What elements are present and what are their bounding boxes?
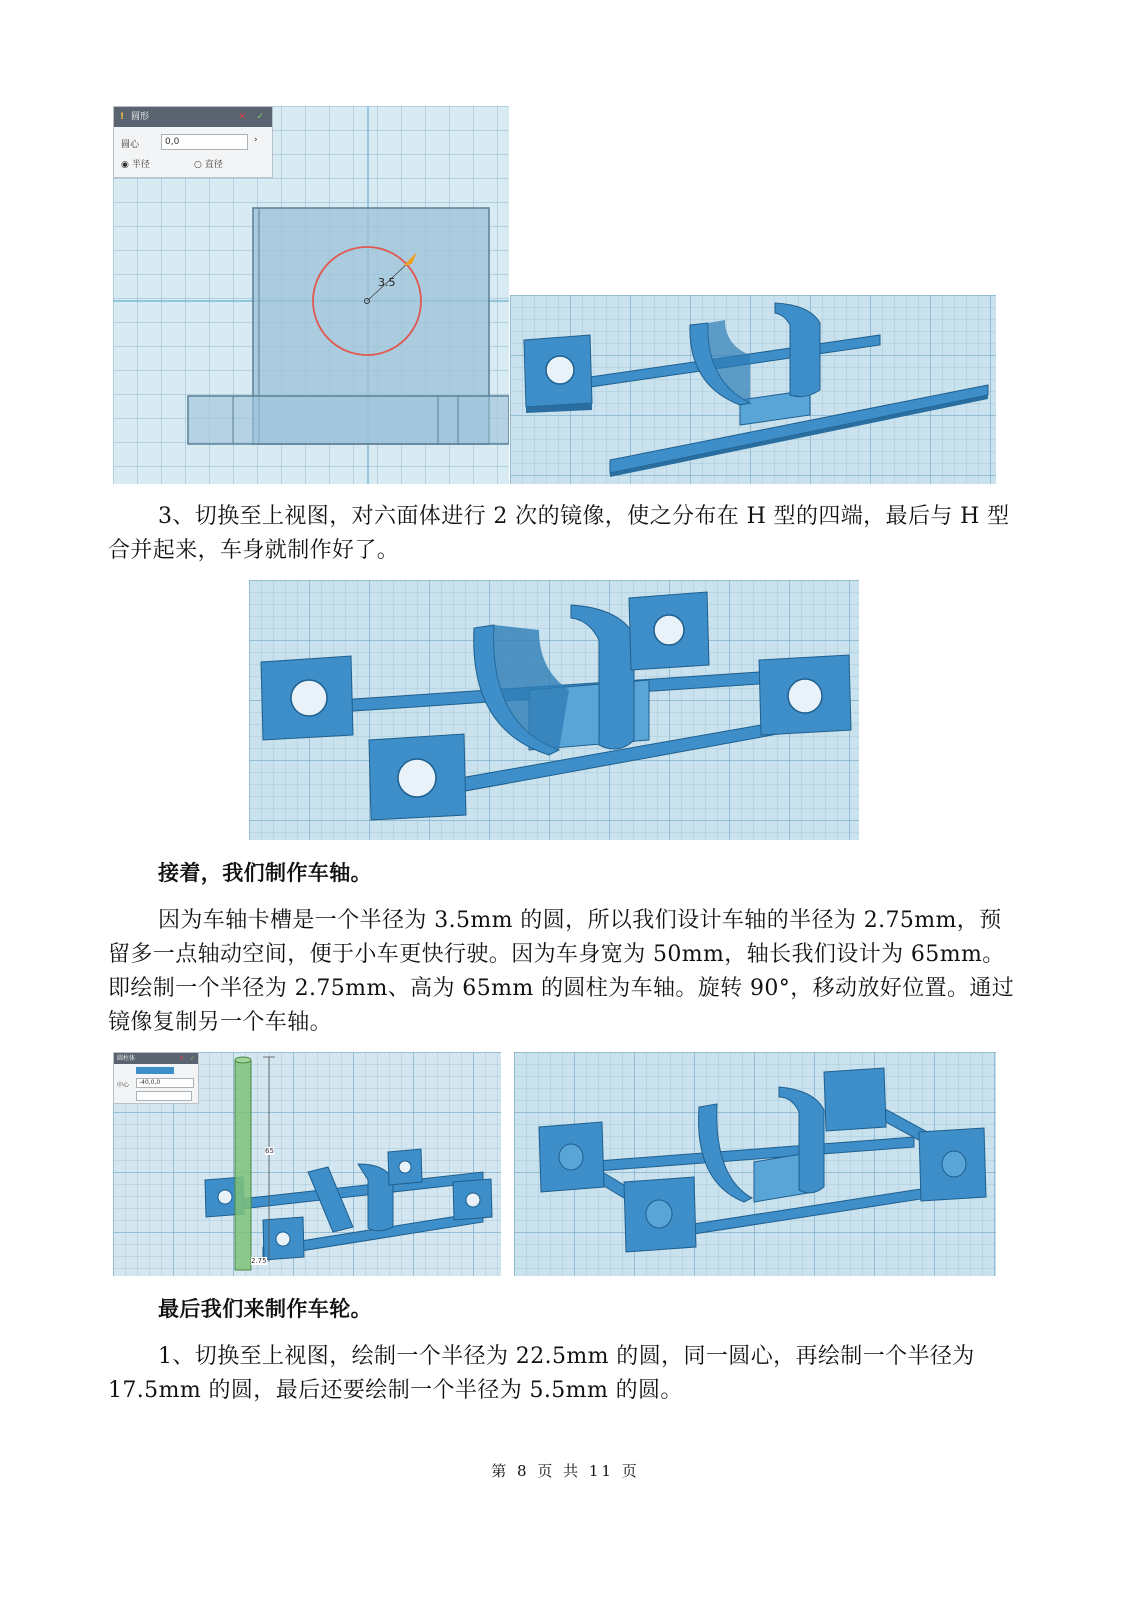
warning-icon: ! [120,112,125,122]
heading-axle: 接着，我们制作车轴。 [158,861,372,885]
radio-unselected-icon: ○ [194,160,202,170]
figure-h-body [510,295,996,484]
chassis-model [249,580,859,840]
dialog-header [114,107,272,127]
figure-chassis-complete [249,580,859,840]
radius-dimension-label: 2.75 [251,1257,267,1265]
chassis-axles-model [514,1052,996,1276]
confirm-icon[interactable]: ✓ [256,112,264,122]
axle-cylinder [235,1060,251,1270]
center-input[interactable] [161,134,248,150]
chevron-right-icon[interactable]: › [254,135,258,145]
close-icon[interactable]: ✕ [178,1055,184,1062]
radius-radio[interactable] [121,157,150,170]
confirm-icon[interactable]: ✓ [189,1055,195,1062]
dialog-title: 圆形 [130,112,149,122]
h-body-model [510,295,996,484]
base-bar [188,396,509,444]
figure-sketch-circle [113,106,509,484]
figure-chassis-with-axles [514,1052,996,1276]
shape-mode-icons[interactable] [136,1067,174,1074]
paragraph-mirror-step: 3、切换至上视图，对六面体进行 2 次的镜像，使之分布在 H 型的四端，最后与 H 型合并起来，车身就制作好了。 [108,504,1010,563]
second-input[interactable] [136,1091,192,1101]
center-label: 圆心 [121,140,140,150]
close-icon[interactable]: ✕ [238,112,246,122]
dialog-title: 圆柱体 [117,1055,136,1062]
diameter-option-label: 直径 [204,160,223,170]
figure-axle-cylinder [113,1052,501,1276]
center-value: 0,0 [165,137,180,147]
radius-dimension-label: 3.5 [378,276,396,289]
cylinder-dialog [113,1052,199,1104]
center-value: -40,0,0 [139,1079,161,1086]
page-footer: 第 8 页 共 11 页 [491,1462,640,1480]
dialog-header [114,1053,198,1064]
diameter-radio[interactable] [194,157,223,170]
center-input[interactable] [136,1078,194,1088]
radio-selected-icon: ◉ [121,160,129,170]
heading-wheel: 最后我们来制作车轮。 [158,1297,372,1321]
paragraph-wheel-step: 1、切换至上视图，绘制一个半径为 22.5mm 的圆，同一圆心，再绘制一个半径为 17.5mm 的圆，最后还要绘制一个半径为 5.5mm 的圆。 [108,1344,975,1403]
paragraph-axle-design: 因为车轴卡槽是一个半径为 3.5mm 的圆，所以我们设计车轴的半径为 2.75mm，预留多一点轴动空间，便于小车更快行驶。因为车身宽为 50mm，轴长我们设计为 65mm。即绘制一个半径为 2.75mm、高为 65mm 的圆柱为车轴。旋转 90°，移动放好位置。通过镜像复制另一个车轴。 [108,908,1015,1035]
radius-option-label: 半径 [131,160,150,170]
circle-dialog [113,106,273,178]
height-dimension-label: 65 [265,1147,274,1155]
center-label: 中心 [117,1082,130,1089]
